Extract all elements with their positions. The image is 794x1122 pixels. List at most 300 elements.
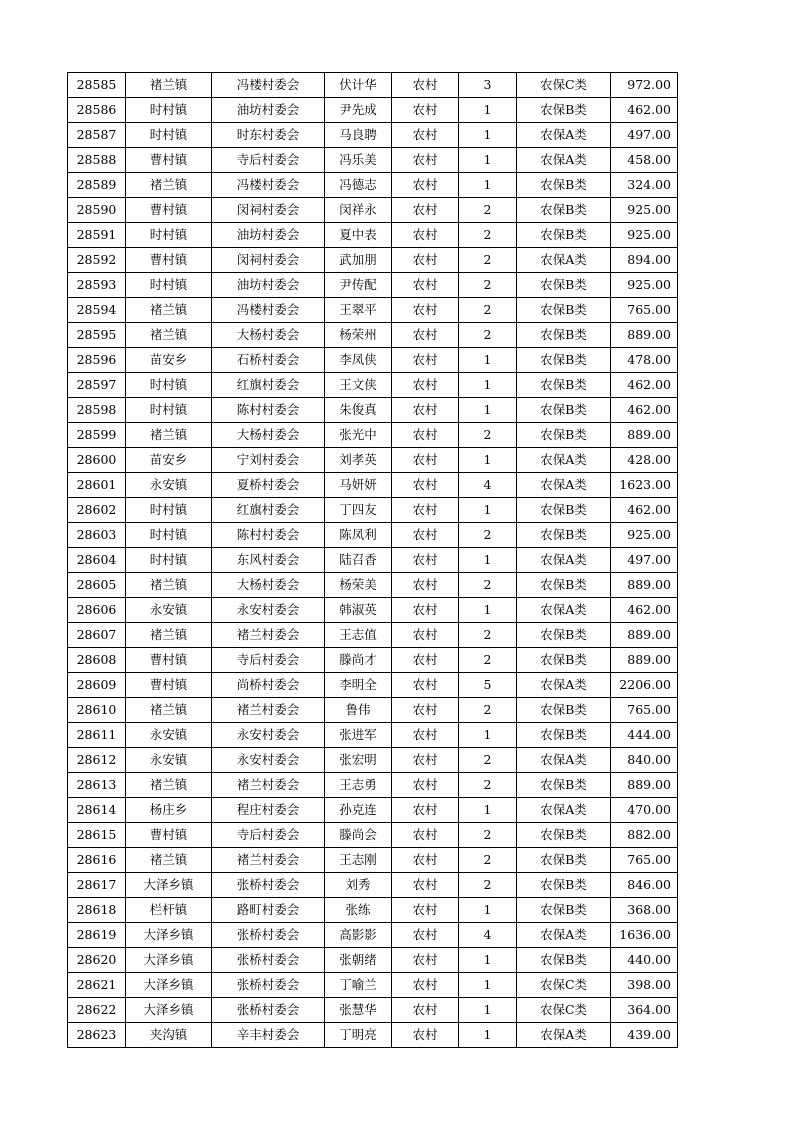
household-count-cell: 2 (459, 573, 517, 598)
table-row (68, 598, 678, 623)
name-cell: 刘孝英 (325, 448, 392, 473)
town-cell: 时村镇 (126, 98, 212, 123)
insurance-category-cell: 农保A类 (517, 148, 611, 173)
household-count-cell: 2 (459, 848, 517, 873)
village-committee-cell: 陈村村委会 (212, 398, 325, 423)
insurance-category-cell: 农保B类 (517, 698, 611, 723)
village-committee-cell: 冯楼村委会 (212, 73, 325, 98)
household-count-cell: 1 (459, 598, 517, 623)
insurance-category-cell: 农保B类 (517, 173, 611, 198)
village-committee-cell: 时东村委会 (212, 123, 325, 148)
household-count-cell: 1 (459, 973, 517, 998)
insurance-category-cell: 农保B类 (517, 223, 611, 248)
serial-cell: 28597 (68, 373, 126, 398)
area-type-cell: 农村 (392, 198, 459, 223)
town-cell: 褚兰镇 (126, 698, 212, 723)
village-committee-cell: 寺后村委会 (212, 823, 325, 848)
town-cell: 褚兰镇 (126, 848, 212, 873)
village-committee-cell: 夏桥村委会 (212, 473, 325, 498)
town-cell: 褚兰镇 (126, 573, 212, 598)
insurance-category-cell: 农保B类 (517, 323, 611, 348)
serial-cell: 28600 (68, 448, 126, 473)
village-committee-cell: 路町村委会 (212, 898, 325, 923)
household-count-cell: 2 (459, 773, 517, 798)
town-cell: 夹沟镇 (126, 1023, 212, 1048)
area-type-cell: 农村 (392, 598, 459, 623)
serial-cell: 28591 (68, 223, 126, 248)
area-type-cell: 农村 (392, 948, 459, 973)
insurance-category-cell: 农保B类 (517, 873, 611, 898)
name-cell: 张光中 (325, 423, 392, 448)
insurance-category-cell: 农保C类 (517, 998, 611, 1023)
insurance-category-cell: 农保B类 (517, 723, 611, 748)
town-cell: 曹村镇 (126, 248, 212, 273)
household-count-cell: 1 (459, 98, 517, 123)
household-count-cell: 2 (459, 298, 517, 323)
town-cell: 时村镇 (126, 398, 212, 423)
area-type-cell: 农村 (392, 898, 459, 923)
table-row (68, 248, 678, 273)
village-committee-cell: 宁刘村委会 (212, 448, 325, 473)
insurance-category-cell: 农保B类 (517, 373, 611, 398)
serial-cell: 28623 (68, 1023, 126, 1048)
name-cell: 陆召香 (325, 548, 392, 573)
area-type-cell: 农村 (392, 548, 459, 573)
village-committee-cell: 油坊村委会 (212, 273, 325, 298)
village-committee-cell: 红旗村委会 (212, 373, 325, 398)
insurance-category-cell: 农保B类 (517, 423, 611, 448)
serial-cell: 28614 (68, 798, 126, 823)
town-cell: 永安镇 (126, 473, 212, 498)
amount-cell: 765.00 (611, 848, 678, 873)
amount-cell: 462.00 (611, 398, 678, 423)
serial-cell: 28594 (68, 298, 126, 323)
household-count-cell: 2 (459, 648, 517, 673)
table-row (68, 748, 678, 773)
village-committee-cell: 程庄村委会 (212, 798, 325, 823)
amount-cell: 972.00 (611, 73, 678, 98)
household-count-cell: 2 (459, 823, 517, 848)
insurance-category-cell: 农保A类 (517, 748, 611, 773)
name-cell: 张练 (325, 898, 392, 923)
village-committee-cell: 永安村委会 (212, 598, 325, 623)
serial-cell: 28598 (68, 398, 126, 423)
name-cell: 马妍妍 (325, 473, 392, 498)
town-cell: 时村镇 (126, 523, 212, 548)
name-cell: 朱俊真 (325, 398, 392, 423)
table-row (68, 98, 678, 123)
area-type-cell: 农村 (392, 648, 459, 673)
serial-cell: 28590 (68, 198, 126, 223)
household-count-cell: 4 (459, 923, 517, 948)
table-row (68, 173, 678, 198)
insurance-category-cell: 农保C类 (517, 73, 611, 98)
roster-table (67, 72, 678, 1048)
table-row (68, 998, 678, 1023)
town-cell: 苗安乡 (126, 348, 212, 373)
town-cell: 曹村镇 (126, 648, 212, 673)
name-cell: 孙克连 (325, 798, 392, 823)
area-type-cell: 农村 (392, 223, 459, 248)
area-type-cell: 农村 (392, 123, 459, 148)
area-type-cell: 农村 (392, 873, 459, 898)
name-cell: 鲁伟 (325, 698, 392, 723)
village-committee-cell: 张桥村委会 (212, 998, 325, 1023)
name-cell: 李凤侠 (325, 348, 392, 373)
area-type-cell: 农村 (392, 973, 459, 998)
serial-cell: 28612 (68, 748, 126, 773)
name-cell: 张慧华 (325, 998, 392, 1023)
amount-cell: 889.00 (611, 323, 678, 348)
town-cell: 褚兰镇 (126, 423, 212, 448)
area-type-cell: 农村 (392, 323, 459, 348)
area-type-cell: 农村 (392, 173, 459, 198)
serial-cell: 28611 (68, 723, 126, 748)
area-type-cell: 农村 (392, 698, 459, 723)
name-cell: 武加朋 (325, 248, 392, 273)
name-cell: 王志值 (325, 623, 392, 648)
amount-cell: 458.00 (611, 148, 678, 173)
serial-cell: 28605 (68, 573, 126, 598)
insurance-category-cell: 农保A类 (517, 673, 611, 698)
name-cell: 韩淑英 (325, 598, 392, 623)
village-committee-cell: 油坊村委会 (212, 223, 325, 248)
amount-cell: 462.00 (611, 373, 678, 398)
town-cell: 大泽乡镇 (126, 923, 212, 948)
village-committee-cell: 褚兰村委会 (212, 848, 325, 873)
name-cell: 李明全 (325, 673, 392, 698)
town-cell: 时村镇 (126, 223, 212, 248)
serial-cell: 28608 (68, 648, 126, 673)
serial-cell: 28586 (68, 98, 126, 123)
amount-cell: 840.00 (611, 748, 678, 773)
town-cell: 永安镇 (126, 748, 212, 773)
amount-cell: 889.00 (611, 648, 678, 673)
table-row (68, 548, 678, 573)
town-cell: 时村镇 (126, 498, 212, 523)
household-count-cell: 1 (459, 798, 517, 823)
village-committee-cell: 冯楼村委会 (212, 173, 325, 198)
table-row (68, 1023, 678, 1048)
amount-cell: 398.00 (611, 973, 678, 998)
area-type-cell: 农村 (392, 798, 459, 823)
area-type-cell: 农村 (392, 498, 459, 523)
amount-cell: 2206.00 (611, 673, 678, 698)
serial-cell: 28602 (68, 498, 126, 523)
insurance-category-cell: 农保B类 (517, 648, 611, 673)
amount-cell: 439.00 (611, 1023, 678, 1048)
insurance-category-cell: 农保A类 (517, 923, 611, 948)
serial-cell: 28619 (68, 923, 126, 948)
serial-cell: 28618 (68, 898, 126, 923)
insurance-category-cell: 农保B类 (517, 523, 611, 548)
insurance-category-cell: 农保A类 (517, 798, 611, 823)
amount-cell: 497.00 (611, 548, 678, 573)
table-row (68, 373, 678, 398)
household-count-cell: 1 (459, 373, 517, 398)
serial-cell: 28595 (68, 323, 126, 348)
town-cell: 大泽乡镇 (126, 973, 212, 998)
area-type-cell: 农村 (392, 248, 459, 273)
serial-cell: 28607 (68, 623, 126, 648)
amount-cell: 765.00 (611, 698, 678, 723)
table-row (68, 823, 678, 848)
amount-cell: 428.00 (611, 448, 678, 473)
serial-cell: 28601 (68, 473, 126, 498)
household-count-cell: 1 (459, 498, 517, 523)
household-count-cell: 2 (459, 223, 517, 248)
table-row (68, 798, 678, 823)
household-count-cell: 2 (459, 748, 517, 773)
table-row (68, 198, 678, 223)
household-count-cell: 1 (459, 173, 517, 198)
area-type-cell: 农村 (392, 998, 459, 1023)
insurance-category-cell: 农保B类 (517, 198, 611, 223)
area-type-cell: 农村 (392, 398, 459, 423)
town-cell: 褚兰镇 (126, 298, 212, 323)
area-type-cell: 农村 (392, 673, 459, 698)
name-cell: 尹传配 (325, 273, 392, 298)
town-cell: 曹村镇 (126, 673, 212, 698)
serial-cell: 28621 (68, 973, 126, 998)
insurance-category-cell: 农保B类 (517, 948, 611, 973)
amount-cell: 1623.00 (611, 473, 678, 498)
name-cell: 张朝绪 (325, 948, 392, 973)
town-cell: 永安镇 (126, 723, 212, 748)
table-row (68, 123, 678, 148)
table-row (68, 498, 678, 523)
area-type-cell: 农村 (392, 923, 459, 948)
village-committee-cell: 褚兰村委会 (212, 773, 325, 798)
serial-cell: 28589 (68, 173, 126, 198)
household-count-cell: 1 (459, 1023, 517, 1048)
amount-cell: 368.00 (611, 898, 678, 923)
name-cell: 冯德志 (325, 173, 392, 198)
insurance-category-cell: 农保B类 (517, 498, 611, 523)
name-cell: 王文侠 (325, 373, 392, 398)
name-cell: 滕尚才 (325, 648, 392, 673)
name-cell: 王翠平 (325, 298, 392, 323)
amount-cell: 497.00 (611, 123, 678, 148)
table-row (68, 848, 678, 873)
table-row (68, 148, 678, 173)
town-cell: 时村镇 (126, 123, 212, 148)
area-type-cell: 农村 (392, 73, 459, 98)
name-cell: 冯乐美 (325, 148, 392, 173)
village-committee-cell: 张桥村委会 (212, 873, 325, 898)
amount-cell: 462.00 (611, 598, 678, 623)
village-committee-cell: 大杨村委会 (212, 573, 325, 598)
area-type-cell: 农村 (392, 373, 459, 398)
table-row (68, 623, 678, 648)
insurance-category-cell: 农保B类 (517, 98, 611, 123)
village-committee-cell: 褚兰村委会 (212, 698, 325, 723)
household-count-cell: 1 (459, 123, 517, 148)
household-count-cell: 2 (459, 623, 517, 648)
insurance-category-cell: 农保A类 (517, 248, 611, 273)
name-cell: 尹先成 (325, 98, 392, 123)
town-cell: 时村镇 (126, 373, 212, 398)
name-cell: 杨荣美 (325, 573, 392, 598)
household-count-cell: 2 (459, 323, 517, 348)
village-committee-cell: 永安村委会 (212, 723, 325, 748)
area-type-cell: 农村 (392, 573, 459, 598)
household-count-cell: 1 (459, 448, 517, 473)
town-cell: 栏杆镇 (126, 898, 212, 923)
amount-cell: 1636.00 (611, 923, 678, 948)
household-count-cell: 2 (459, 698, 517, 723)
table-row (68, 348, 678, 373)
serial-cell: 28610 (68, 698, 126, 723)
town-cell: 苗安乡 (126, 448, 212, 473)
amount-cell: 478.00 (611, 348, 678, 373)
village-committee-cell: 大杨村委会 (212, 423, 325, 448)
insurance-category-cell: 农保A类 (517, 473, 611, 498)
insurance-category-cell: 农保B类 (517, 398, 611, 423)
serial-cell: 28617 (68, 873, 126, 898)
insurance-category-cell: 农保A类 (517, 123, 611, 148)
town-cell: 褚兰镇 (126, 623, 212, 648)
town-cell: 时村镇 (126, 273, 212, 298)
village-committee-cell: 张桥村委会 (212, 973, 325, 998)
serial-cell: 28616 (68, 848, 126, 873)
table-row (68, 223, 678, 248)
table-row (68, 948, 678, 973)
household-count-cell: 2 (459, 873, 517, 898)
serial-cell: 28593 (68, 273, 126, 298)
table-row (68, 973, 678, 998)
name-cell: 丁喻兰 (325, 973, 392, 998)
name-cell: 王志刚 (325, 848, 392, 873)
name-cell: 刘秀 (325, 873, 392, 898)
area-type-cell: 农村 (392, 348, 459, 373)
household-count-cell: 5 (459, 673, 517, 698)
amount-cell: 925.00 (611, 198, 678, 223)
name-cell: 闵祥永 (325, 198, 392, 223)
area-type-cell: 农村 (392, 773, 459, 798)
serial-cell: 28613 (68, 773, 126, 798)
name-cell: 马良聘 (325, 123, 392, 148)
table-row (68, 923, 678, 948)
amount-cell: 894.00 (611, 248, 678, 273)
village-committee-cell: 永安村委会 (212, 748, 325, 773)
town-cell: 曹村镇 (126, 823, 212, 848)
name-cell: 伏计华 (325, 73, 392, 98)
name-cell: 王志勇 (325, 773, 392, 798)
area-type-cell: 农村 (392, 848, 459, 873)
area-type-cell: 农村 (392, 148, 459, 173)
household-count-cell: 1 (459, 348, 517, 373)
serial-cell: 28592 (68, 248, 126, 273)
village-committee-cell: 寺后村委会 (212, 648, 325, 673)
table-row (68, 273, 678, 298)
insurance-category-cell: 农保C类 (517, 973, 611, 998)
insurance-category-cell: 农保B类 (517, 573, 611, 598)
table-row (68, 898, 678, 923)
name-cell: 夏中表 (325, 223, 392, 248)
household-count-cell: 3 (459, 73, 517, 98)
town-cell: 曹村镇 (126, 198, 212, 223)
amount-cell: 925.00 (611, 223, 678, 248)
village-committee-cell: 尚桥村委会 (212, 673, 325, 698)
village-committee-cell: 褚兰村委会 (212, 623, 325, 648)
household-count-cell: 2 (459, 423, 517, 448)
table-row (68, 73, 678, 98)
village-committee-cell: 闵祠村委会 (212, 248, 325, 273)
village-committee-cell: 张桥村委会 (212, 948, 325, 973)
serial-cell: 28588 (68, 148, 126, 173)
name-cell: 高影影 (325, 923, 392, 948)
town-cell: 大泽乡镇 (126, 873, 212, 898)
village-committee-cell: 辛丰村委会 (212, 1023, 325, 1048)
name-cell: 滕尚会 (325, 823, 392, 848)
amount-cell: 462.00 (611, 498, 678, 523)
area-type-cell: 农村 (392, 423, 459, 448)
town-cell: 曹村镇 (126, 148, 212, 173)
area-type-cell: 农村 (392, 523, 459, 548)
amount-cell: 925.00 (611, 523, 678, 548)
area-type-cell: 农村 (392, 298, 459, 323)
table-row (68, 873, 678, 898)
area-type-cell: 农村 (392, 1023, 459, 1048)
name-cell: 杨荣州 (325, 323, 392, 348)
household-count-cell: 2 (459, 198, 517, 223)
village-committee-cell: 张桥村委会 (212, 923, 325, 948)
serial-cell: 28596 (68, 348, 126, 373)
serial-cell: 28606 (68, 598, 126, 623)
table-row (68, 448, 678, 473)
table-row (68, 723, 678, 748)
household-count-cell: 2 (459, 248, 517, 273)
village-committee-cell: 东风村委会 (212, 548, 325, 573)
town-cell: 大泽乡镇 (126, 948, 212, 973)
serial-cell: 28622 (68, 998, 126, 1023)
town-cell: 褚兰镇 (126, 73, 212, 98)
village-committee-cell: 冯楼村委会 (212, 298, 325, 323)
village-committee-cell: 大杨村委会 (212, 323, 325, 348)
area-type-cell: 农村 (392, 823, 459, 848)
serial-cell: 28585 (68, 73, 126, 98)
town-cell: 褚兰镇 (126, 323, 212, 348)
amount-cell: 444.00 (611, 723, 678, 748)
table-row (68, 523, 678, 548)
village-committee-cell: 石桥村委会 (212, 348, 325, 373)
household-count-cell: 2 (459, 523, 517, 548)
insurance-category-cell: 农保B类 (517, 848, 611, 873)
insurance-category-cell: 农保B类 (517, 773, 611, 798)
village-committee-cell: 油坊村委会 (212, 98, 325, 123)
amount-cell: 765.00 (611, 298, 678, 323)
table-row (68, 473, 678, 498)
amount-cell: 889.00 (611, 623, 678, 648)
amount-cell: 925.00 (611, 273, 678, 298)
household-count-cell: 1 (459, 898, 517, 923)
amount-cell: 440.00 (611, 948, 678, 973)
household-count-cell: 1 (459, 148, 517, 173)
name-cell: 张宏明 (325, 748, 392, 773)
town-cell: 时村镇 (126, 548, 212, 573)
amount-cell: 470.00 (611, 798, 678, 823)
table-row (68, 648, 678, 673)
table-row (68, 398, 678, 423)
insurance-category-cell: 农保B类 (517, 898, 611, 923)
name-cell: 陈凤利 (325, 523, 392, 548)
amount-cell: 364.00 (611, 998, 678, 1023)
area-type-cell: 农村 (392, 273, 459, 298)
amount-cell: 324.00 (611, 173, 678, 198)
insurance-category-cell: 农保A类 (517, 448, 611, 473)
table-row (68, 298, 678, 323)
